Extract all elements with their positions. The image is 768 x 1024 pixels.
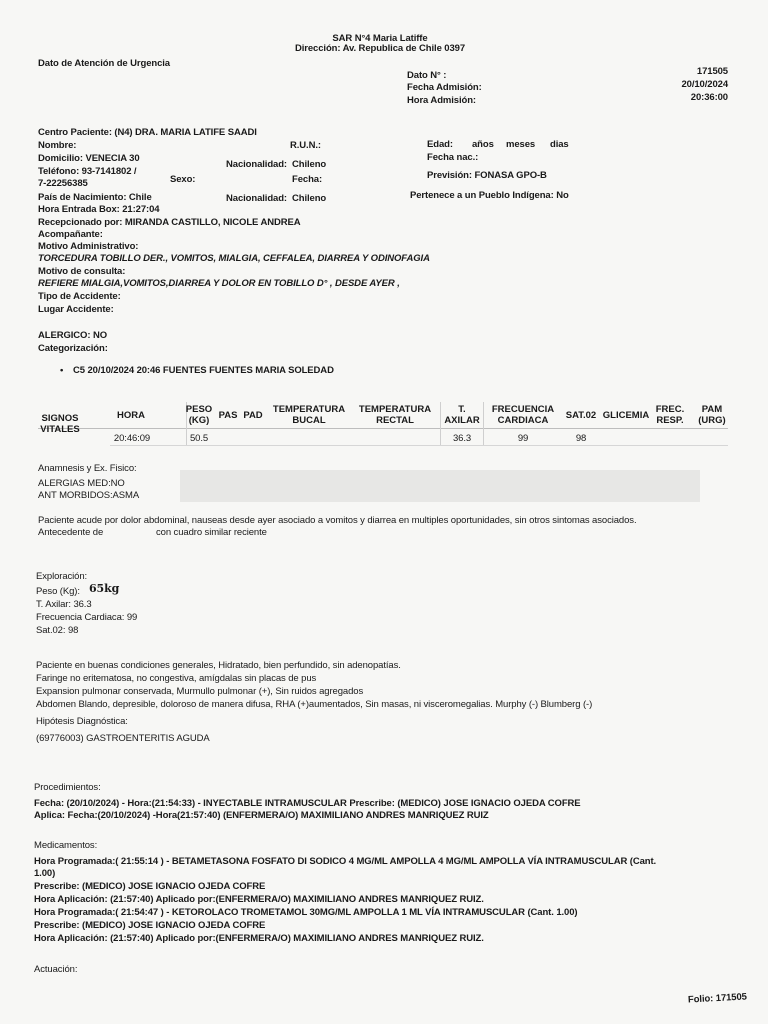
nacionalidad-2-value: Chileno	[292, 193, 327, 204]
vitals-divider	[38, 428, 728, 429]
examen-linea-1: Paciente en buenas condiciones generales, Hidratado, bien perfundido, sin adenopatías.	[36, 660, 401, 671]
col-temperatura-bucal: TEMPERATURA BUCAL	[272, 404, 346, 426]
pueblo-indigena: Pertenece a un Pueblo Indígena: No	[410, 190, 569, 201]
dato-label: Dato N° :	[407, 70, 447, 81]
vitals-row-divider	[110, 445, 728, 446]
pais-nacimiento: País de Nacimiento: Chile	[38, 192, 152, 203]
antecedente-a: Antecedente de	[38, 527, 104, 536]
medicamento-linea-2: Prescribe: (MEDICO) JOSE IGNACIO OJEDA COFRE	[34, 881, 266, 892]
clinic-address: Dirección: Av. Republica de Chile 0397	[294, 43, 466, 54]
medicamento-linea-1: Hora Programada:( 21:55:14 ) - BETAMETASONA FOSFATO DI SODICO 4 MG/ML AMPOLLA 4 MG/ML AMPOLLA VÍA INTRAMUSCULAR (Cant.	[34, 856, 657, 867]
col-pam: PAM (URG)	[698, 404, 726, 426]
hora-admision-value: 20:36:00	[690, 92, 728, 103]
peso-label: Peso (Kg):	[36, 586, 80, 597]
telefono-2: 7-22256385	[38, 178, 88, 189]
categorizacion-label: Categorización:	[38, 343, 108, 354]
hipotesis-diagnostica: (69776003) GASTROENTERITIS AGUDA	[36, 733, 210, 744]
exploracion-label: Exploración:	[36, 571, 88, 582]
col-pas: PAS	[218, 410, 238, 421]
medicamento-linea-5: Prescribe: (MEDICO) JOSE IGNACIO OJEDA COFRE	[34, 920, 266, 931]
peso-handwritten: 65kg	[89, 582, 120, 595]
col-frecuencia-cardiaca: FRECUENCIA CARDIACA	[491, 404, 555, 426]
recepcionado-por: Recepcionado por: MIRANDA CASTILLO, NICOLE ANDREA	[38, 217, 301, 228]
col-pad: PAD	[243, 410, 263, 421]
categorizacion-entry: • C5 20/10/2024 20:46 FUENTES FUENTES MARIA SOLEDAD	[73, 365, 334, 377]
nacionalidad-label: Nacionalidad:	[226, 159, 287, 170]
examen-linea-3: Expansion pulmonar conservada, Murmullo pulmonar (+), Sin ruidos agregados	[36, 686, 364, 697]
fecha-nac-label: Fecha nac.:	[427, 152, 479, 163]
centro-paciente: Centro Paciente: (N4) DRA. MARIA LATIFE SAADI	[38, 127, 257, 138]
medicamento-linea-1b: 1.00)	[34, 868, 56, 879]
alergico: ALERGICO: NO	[38, 330, 107, 341]
col-hora: HORA	[117, 410, 145, 421]
antecedente-b: con cuadro similar reciente	[156, 527, 267, 536]
exploracion-sat: Sat.02: 98	[36, 625, 79, 636]
acompanante-label: Acompañante:	[38, 229, 103, 240]
fecha-admision-label: Fecha Admisión:	[407, 82, 482, 93]
section-title: Dato de Atención de Urgencia	[38, 58, 170, 69]
lugar-accidente-label: Lugar Accidente:	[38, 304, 114, 315]
run-label: R.U.N.:	[290, 140, 321, 151]
edad-dias: dias	[550, 139, 569, 150]
motivo-consulta-label: Motivo de consulta:	[38, 266, 126, 277]
vital-peso: 50.5	[189, 433, 209, 444]
vital-hora: 20:46:09	[113, 433, 151, 444]
vital-sat02: 98	[575, 433, 587, 444]
hipotesis-label: Hipótesis Diagnóstica:	[36, 716, 128, 727]
edad-meses: meses	[506, 139, 536, 150]
prevision: Previsión: FONASA GPO-B	[427, 170, 547, 181]
hora-entrada-box: Hora Entrada Box: 21:27:04	[38, 204, 160, 215]
motivo-administrativo: TORCEDURA TOBILLO DER., VOMITOS, MIALGIA, CEFFALEA, DIARREA Y ODINOFAGIA	[38, 253, 430, 264]
telefono: Teléfono: 93-7141802 /	[38, 166, 137, 177]
medicamento-linea-4: Hora Programada:( 21:54:47 ) - KETOROLACO TROMETAMOL 30MG/ML AMPOLLA 1 ML VÍA INTRAMUSCULAR (Cant. 1.00)	[34, 907, 578, 918]
col-glicemia: GLICEMIA	[602, 410, 650, 421]
nacionalidad-value: Chileno	[292, 159, 327, 170]
anamnesis-cut-line	[38, 527, 338, 536]
col-t-axilar: T. AXILAR	[444, 404, 480, 426]
tipo-accidente-label: Tipo de Accidente:	[38, 291, 121, 302]
procedimiento-linea-2: Aplica: Fecha:(20/10/2024) -Hora(21:57:40) (ENFERMERA/O) MAXIMILIANO ANDRES MANRIQUEZ RUIZ	[34, 810, 489, 821]
edad-label: Edad:	[427, 139, 453, 150]
col-frec-resp: FREC. RESP.	[655, 404, 685, 426]
col-temperatura-rectal: TEMPERATURA RECTAL	[358, 404, 432, 426]
clinic-name: SAR N°4 Maria Latiffe	[332, 33, 428, 44]
anamnesis-texto: Paciente acude por dolor abdominal, nauseas desde ayer asociado a vomitos y diarrea en multiples oportunidades, sin otros sintomas asociados.	[38, 515, 637, 526]
vital-t-axilar: 36.3	[452, 433, 472, 444]
actuacion-label: Actuación:	[34, 964, 78, 975]
antecedentes-morbidos: ANT MORBIDOS:ASMA	[38, 490, 140, 501]
medicamento-linea-3: Hora Aplicación: (21:57:40) Aplicado por:(ENFERMERA/O) MAXIMILIANO ANDRES MANRIQUEZ RUIZ.	[34, 894, 484, 905]
nombre-label: Nombre:	[38, 140, 77, 151]
medicamentos-label: Medicamentos:	[34, 840, 98, 851]
folio: Folio: 171505	[687, 991, 748, 1006]
examen-linea-2: Faringe no eritematosa, no congestiva, amígdalas sin placas de pus	[36, 673, 317, 684]
examen-linea-4: Abdomen Blando, depresible, doloroso de manera difusa, RHA (+)aumentados, Sin masas, ni visceromegalias. Murphy (-) Blumberg (-)	[36, 699, 593, 710]
sexo-label: Sexo:	[170, 174, 196, 185]
hora-admision-label: Hora Admisión:	[407, 95, 476, 106]
fecha-label: Fecha:	[292, 174, 323, 185]
exploracion-t-axilar: T. Axilar: 36.3	[36, 599, 92, 610]
dato-value: 171505	[696, 66, 728, 77]
motivo-administrativo-label: Motivo Administrativo:	[38, 241, 139, 252]
nacionalidad-2-label: Nacionalidad:	[226, 193, 287, 204]
col-sat02: SAT.02	[565, 410, 597, 421]
procedimientos-label: Procedimientos:	[34, 782, 101, 793]
col-peso: PESO (KG)	[185, 404, 213, 426]
vitals-row-label: SIGNOS VITALES	[40, 413, 80, 435]
domicilio: Domicilio: VENECIA 30	[38, 153, 140, 164]
exploracion-frecuencia: Frecuencia Cardiaca: 99	[36, 612, 138, 623]
procedimiento-linea-1: Fecha: (20/10/2024) - Hora:(21:54:33) - INYECTABLE INTRAMUSCULAR Prescribe: (MEDICO) JOSE IGNACIO OJEDA COFRE	[34, 798, 581, 809]
alergias-med: ALERGIAS MED:NO	[38, 478, 125, 489]
fecha-admision-value: 20/10/2024	[681, 79, 728, 90]
medicamento-linea-6: Hora Aplicación: (21:57:40) Aplicado por:(ENFERMERA/O) MAXIMILIANO ANDRES MANRIQUEZ RUIZ.	[34, 933, 484, 944]
anamnesis-label: Anamnesis y Ex. Fisico:	[38, 463, 137, 474]
scan-shadow	[180, 470, 700, 502]
edad-anos: años	[472, 139, 494, 150]
vital-frecuencia-cardiaca: 99	[517, 433, 529, 444]
motivo-consulta: REFIERE MIALGIA,VOMITOS,DIARREA Y DOLOR EN TOBILLO D° , DESDE AYER ,	[38, 278, 400, 289]
